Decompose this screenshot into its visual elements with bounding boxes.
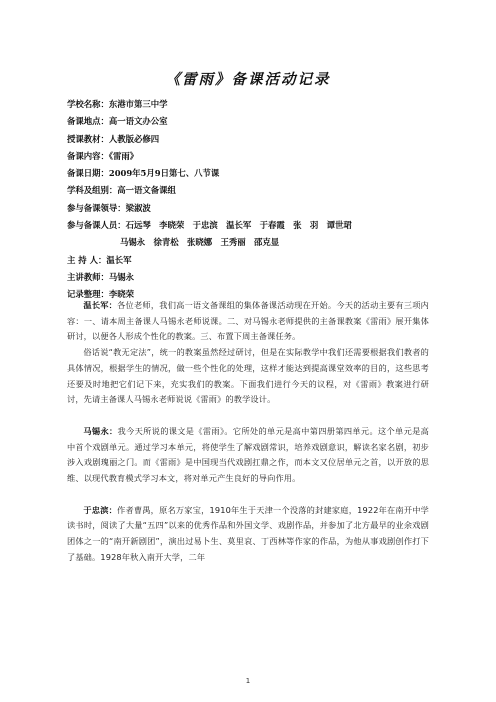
paragraph-host-opening: [67, 298, 429, 345]
meta-leader: 参与备课领导：梁淑波: [67, 202, 151, 213]
meta-participants: 参与备课人员：石远琴 李晓荣 于忠滨 温长军 于春霞 张 羽 谭世珺: [67, 220, 352, 231]
meta-block: [67, 96, 447, 304]
meta-participants-continued: 马锡永 徐青松 张晓娜 王秀丽 邵克显: [120, 237, 280, 248]
meta-school: 学校名称：东港市第三中学: [67, 99, 168, 109]
meta-recorder: 记录整理：李晓荣: [67, 289, 134, 300]
meta-host: 主 持 人：温长军: [67, 254, 132, 265]
document-title: 《雷雨》备课活动记录: [165, 71, 331, 88]
meta-content: 备课内容：《雷雨》: [67, 150, 139, 161]
meta-group: 学科及组别：高一语文备课组: [67, 185, 176, 196]
paragraph-text: 俗话说“教无定法”，统一的教案虽然经过研讨，但是在实际教学中我们还需要根据我们教者的具体情况，根据学生的情况，做一些个性化的处理，这样才能达到提高课堂效率的目的，这些思考还要及时地把它们记下来，充实我们的教案。下面我们进行今天的议程，对《雷雨》教案进行研讨，先请主备课人马锡永老师说说《雷雨》的教学设计。: [67, 347, 429, 405]
speaker-name: 马锡永：: [83, 425, 118, 436]
meta-textbook: 授课教材：人教版必修四: [67, 133, 160, 144]
paragraph-text: 作者曹禺，原名万家宝，1910年生于天津一个没落的封建家庭，1922年在南开中学读书时，阅读了大量“五四”以来的优秀作品和外国文学、戏剧作品，并参加了北方最早的业余戏剧团体之一的“南开新剧团”，演出过易卜生、莫里哀、丁西林等作家的作品，为他从事戏剧创作打下了基础。1928年秋入南开大学，二年: [67, 504, 429, 562]
paragraph-author-intro: [67, 503, 429, 566]
meta-lecturer: 主讲教师：马锡永: [67, 271, 134, 282]
speaker-name: 温长军：: [83, 300, 118, 310]
record-body: [67, 298, 429, 566]
meta-location: 备课地点：高一语文办公室: [67, 116, 168, 127]
paragraph-text: 我今天所说的课文是《雷雨》。它所处的单元是高中第四册第四单元。这个单元是高中首个戏剧单元。通过学习本单元，将使学生了解戏剧常识，培养戏剧意识，解读名家名剧，初步涉入戏剧瑰丽之门。而《雷雨》是中国现当代戏剧扛鼎之作，而本文又位居单元之首，以开放的思维、以现代教育模式学习本文，将对单元产生良好的导向作用。: [67, 425, 429, 484]
speaker-name: 于忠滨：: [83, 504, 118, 515]
paragraph-host-continued: [67, 345, 429, 408]
paragraph-text: 各位老师，我们高一语文备课组的集体备课活动现在开始。今天的活动主要有三项内容：一、请本周主备课人马锡永老师说课。二、对马锡永老师提供的主备课教案《雷雨》展开集体研讨，以便各人形成个性化的教案。三、布置下周主备课任务。: [67, 300, 429, 342]
meta-date: 备课日期：2009年5月9日第七、八节课: [67, 168, 220, 179]
page-number: 1: [245, 677, 251, 685]
paragraph-lecturer: [67, 424, 429, 487]
